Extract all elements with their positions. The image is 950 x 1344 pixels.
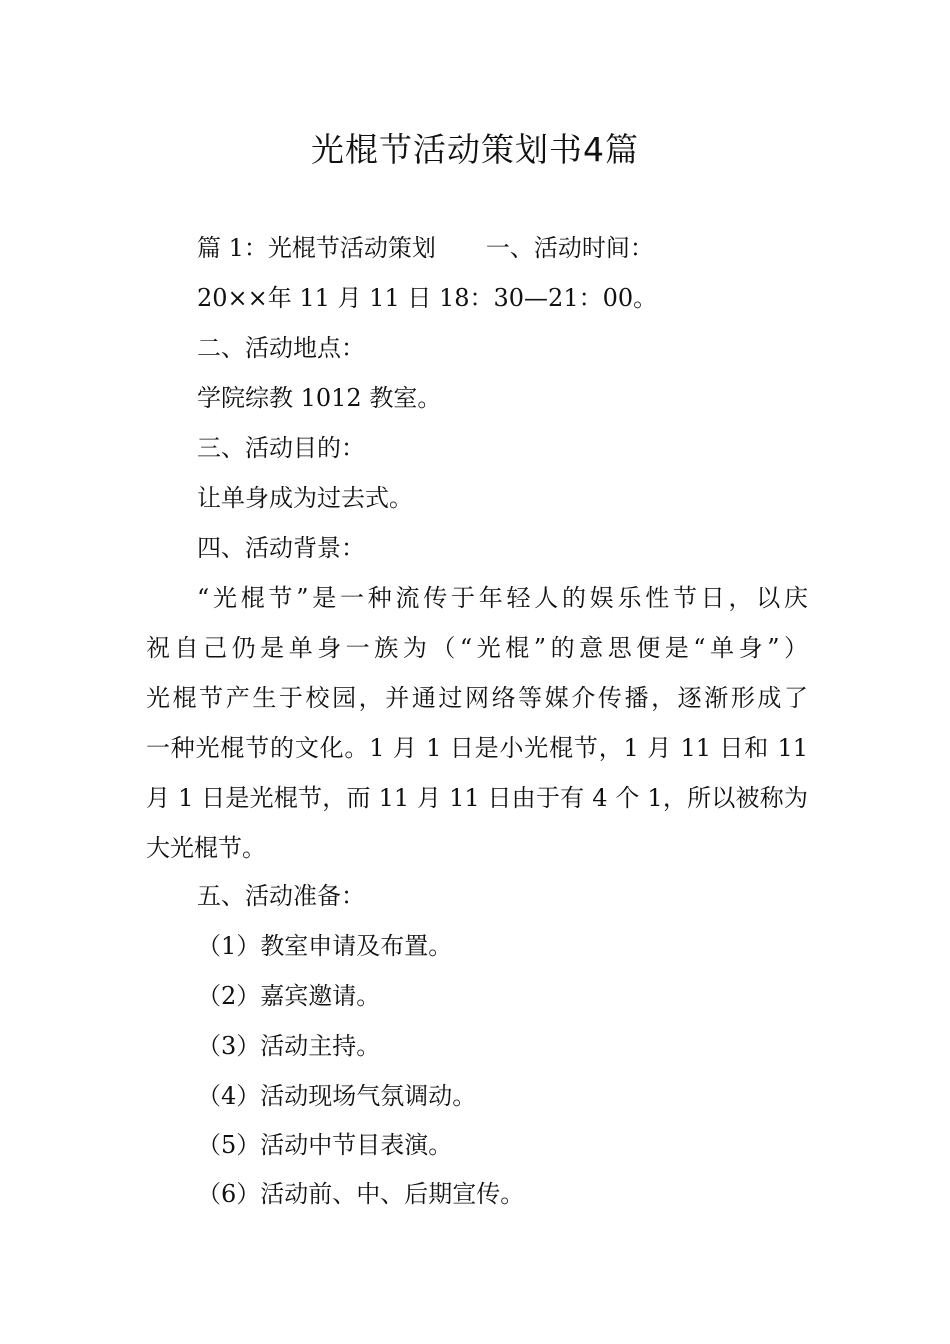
document-title: 光棍节活动策划书4篇 bbox=[311, 130, 639, 169]
background-paragraph-line: 祝自己仍是单身一族为（“光棍”的意思便是“单身”） bbox=[146, 634, 808, 662]
preparation-item: （6）活动前、中、后期宣传。 bbox=[197, 1180, 525, 1208]
background-paragraph-line: “光棍节”是一种流传于年轻人的娱乐性节日，以庆 bbox=[197, 584, 808, 612]
section-intro-line bbox=[197, 223, 654, 273]
section-heading-purpose: 三、活动目的： bbox=[197, 434, 365, 462]
background-paragraph-line: 大光棍节。 bbox=[146, 834, 266, 862]
preparation-item: （2）嘉宾邀请。 bbox=[197, 982, 381, 1010]
event-location-text: 学院综教 1012 教室。 bbox=[197, 384, 442, 412]
preparation-item: （1）教室申请及布置。 bbox=[197, 932, 453, 960]
section-heading-preparation: 五、活动准备： bbox=[197, 882, 365, 910]
preparation-item: （4）活动现场气氛调动。 bbox=[197, 1082, 477, 1110]
background-paragraph-line: 一种光棍节的文化。1 月 1 日是小光棍节，1 月 11 日和 11 bbox=[146, 734, 808, 762]
event-purpose-text: 让单身成为过去式。 bbox=[197, 484, 413, 512]
background-paragraph-line: 光棍节产生于校园，并通过网络等媒介传播，逐渐形成了 bbox=[146, 684, 808, 712]
preparation-item: （5）活动中节目表演。 bbox=[197, 1131, 453, 1159]
article-label: 篇 1：光棍节活动策划 bbox=[197, 234, 436, 262]
event-time-text: 20××年 11 月 11 日 18：30—21：00。 bbox=[197, 284, 658, 312]
preparation-item: （3）活动主持。 bbox=[197, 1032, 381, 1060]
background-paragraph-line: 月 1 日是光棍节，而 11 月 11 日由于有 4 个 1，所以被称为 bbox=[146, 784, 808, 812]
section-heading-background: 四、活动背景： bbox=[197, 534, 365, 562]
section-heading-location: 二、活动地点： bbox=[197, 334, 365, 362]
section-heading-time: 一、活动时间： bbox=[485, 234, 654, 262]
